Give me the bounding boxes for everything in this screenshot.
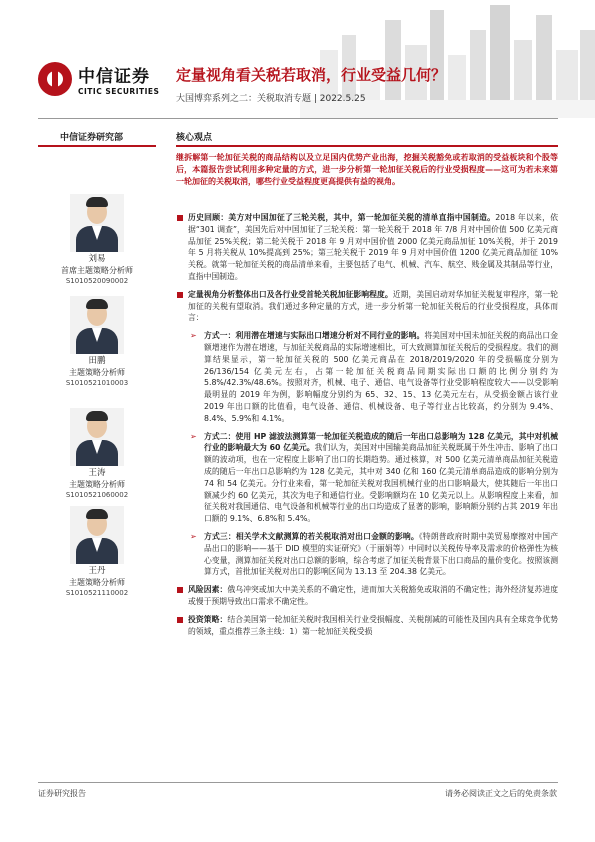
left-heading-underline xyxy=(38,145,156,147)
analyst-title: 主题策略分析师 xyxy=(69,480,125,489)
method-three xyxy=(176,531,558,578)
method-text: 我们认为，美国对中国输美商品加征关税既属于外生冲击、影响了出口额的波动项，也在一定程度上影响了出口的长期趋势。通过核算，对 500 亿美元清单商品加征关税造成的随后一年出口总影响约为 128 亿美元，其中对 340 亿和 160 亿美元清单商品造成的影响分别为 74 和 54 亿美元。分行业来看，第一轮加征关税对我国机械行业的出口影响最大，使其随后一年出口额减少约 60 亿美元，其次为电子和通信行业。受影响额均在 10 亿美元以上。从影响程度上来看，加征关税对我国通信、电气设备和机械等行业的出口均造成了显著的影响，影响额分别约占其 2019 年出口额的 9.1%、6.8%和 5.4%。 xyxy=(204,443,558,524)
analyst-license-id: S1010521110002 xyxy=(65,589,129,597)
bullet-text: 近期，美国启动对华加征关税复审程序，第一轮加征的关税有望取消。我们通过多种定量的方式，进一步分析第一轮加征关税后的行业受损程度，具体而言： xyxy=(188,289,559,323)
analyst-photo xyxy=(70,194,124,252)
method-one xyxy=(176,330,558,424)
bullet-lead: 历史回顾：美方对中国加征了三轮关税，其中，第一轮加征关税的清单直指中国制造。 xyxy=(188,213,496,222)
method-lead: 方式二：使用 HP 滤波法测算第一轮加征关税造成的随后一年出口总影响为 128 亿美元，其中对机械行业的影响最大为 60 亿美元。 xyxy=(204,431,558,453)
analyst-license-id: S1010521010003 xyxy=(65,379,129,387)
analyst-title: 主题策略分析师 xyxy=(69,578,125,587)
analyst-name: 王涛 xyxy=(88,468,106,478)
analyst-license-id: S1010521060002 xyxy=(65,491,129,499)
analyst-card xyxy=(38,194,156,286)
logo-english-name: CITIC SECURITIES xyxy=(78,87,160,96)
bullet-text: 俄乌冲突或加大中美关系的不确定性，进而加大关税豁免或取消的不确定性；海外经济复苏进度或慢于预期导致出口需求不确定性。 xyxy=(188,585,559,606)
arrow-bullet-icon: ➢ xyxy=(190,431,197,441)
analyst-license-id: S1010520090002 xyxy=(65,277,129,285)
footer-divider xyxy=(38,782,558,783)
analyst-title: 首席主题策略分析师 xyxy=(61,266,133,275)
right-heading-underline xyxy=(176,145,558,147)
method-lead: 方式一：利用潜在增速与实际出口增速分析对不同行业的影响。 xyxy=(204,331,425,341)
bullet-lead: 风险因素： xyxy=(188,585,228,595)
core-views-body xyxy=(176,212,558,643)
bullet-risk-factors xyxy=(176,584,558,608)
bullet-lead: 投资策略： xyxy=(188,614,228,624)
core-views-heading: 核心观点 xyxy=(176,133,213,143)
bullet-history-review xyxy=(176,212,558,283)
logo-icon xyxy=(38,62,72,96)
method-text: 将美国对中国未加征关税的商品出口金额增速作为潜在增速，与加征关税商品的实际增速相比，可大致测算加征关税后的受损程度。我们的测算结果显示，第一轮加征关税的 500 亿美元商品在 2018/2019/2020 年的受损幅度分别为 26/136/154 亿美元左右，占第一轮加征关税商品同期实际出口额的比例分别约为 5.8%/42.3%/48.6%。按照对齐，机械、电子、通信、电气设备等行业受影响程度较大——以受影响最明显的 2019 年为例，影响幅度分别约为 65、32、15、13 亿美元左右，从受损金额占该行业 2019 年出口额的比值看，电气设备、通信、机械设备、电子等行业占比较高，约分别为 9.4%、8.4%、5.9%和 4.1%。 xyxy=(204,331,558,423)
report-subtitle: 大国博弈系列之二：关税取消专题 | 2022.5.25 xyxy=(176,94,366,104)
core-summary: 继拆解第一轮加征关税的商品结构以及立足国内优势产业出海，挖掘关税豁免或若取消的受益板块和个股等后，本篇报告尝试利用多种定量的方式，进一步分析第一轮加征关税后的行业受损程度——这可为若未来第一轮加征的关税取消，哪些行业受益程度更高提供有益的视角。 xyxy=(176,153,558,186)
report-title: 定量视角看关税若取消，行业受益几何？ xyxy=(176,66,447,84)
analyst-photo xyxy=(70,506,124,564)
research-dept-heading: 中信证券研究部 xyxy=(60,133,124,143)
bullet-lead: 定量视角分析整体出口及各行业受首轮关税加征影响程度。 xyxy=(188,289,393,299)
analyst-card xyxy=(38,506,156,598)
bullet-quantitative-analysis xyxy=(176,289,558,324)
arrow-bullet-icon: ➢ xyxy=(190,331,197,341)
analyst-name: 田鹏 xyxy=(88,356,106,366)
bullet-text: 2018 年以来，依据“301 调查”，美国先后对中国加征了三轮关税：第一轮关税于 2018 年 7/8 月对中国价值 500 亿美元商品加征 25%关税；第二轮关税于 2018 年 9 月对中国价值 2000 亿美元商品加征 10%关税，并于 2019 年 5 月将关税从 10%提高到 25%；第三轮关税于 2019 年 9 月对中国价值 1200 亿美元商品加征 10%关税。就第一轮加征关税的商品清单来看，主要包括了电气、机械、汽车、航空、贱金属及其制品等行业，直指中国制造。 xyxy=(188,213,558,281)
header-divider xyxy=(38,118,558,119)
analyst-name: 王丹 xyxy=(88,566,106,576)
analyst-name: 刘易 xyxy=(88,254,106,264)
footer-disclaimer: 请务必阅读正文之后的免责条款 xyxy=(445,789,557,798)
arrow-bullet-icon: ➢ xyxy=(190,531,197,541)
analyst-card xyxy=(38,296,156,388)
method-text: 《特朗普政府时期中美贸易摩擦对中国产品出口的影响——基于 DID 模型的实证研究》（于丽娟等）中同时以关税传导率及需求的价格弹性为核心变量，测算加征关税对出口总额的影响，综合考虑了加征关税背景下出口商品的量价变化。按照该测算方式，首批加征关税对出口的影响区间为 13.13 至 204.38 亿美元。 xyxy=(204,531,558,577)
analyst-card xyxy=(38,408,156,500)
footer-report-type: 证券研究报告 xyxy=(38,789,86,798)
analyst-photo xyxy=(70,296,124,354)
report-header xyxy=(0,0,595,118)
logo-chinese-name: 中信证券 xyxy=(78,67,150,87)
method-lead: 方式三：相关学术文献测算的若关税取消对出口金额的影响。 xyxy=(204,531,419,541)
analyst-title: 主题策略分析师 xyxy=(69,368,125,377)
bullet-text: 结合美国第一轮加征关税时我国相关行业受损幅度、关税削减的可能性及国内具有全球竞争优势的领域，重点推荐三条主线：1）第一轮加征关税受损 xyxy=(188,614,559,636)
analyst-photo xyxy=(70,408,124,466)
bullet-investment-strategy xyxy=(176,614,558,638)
method-two xyxy=(176,431,558,525)
company-logo xyxy=(38,62,159,96)
